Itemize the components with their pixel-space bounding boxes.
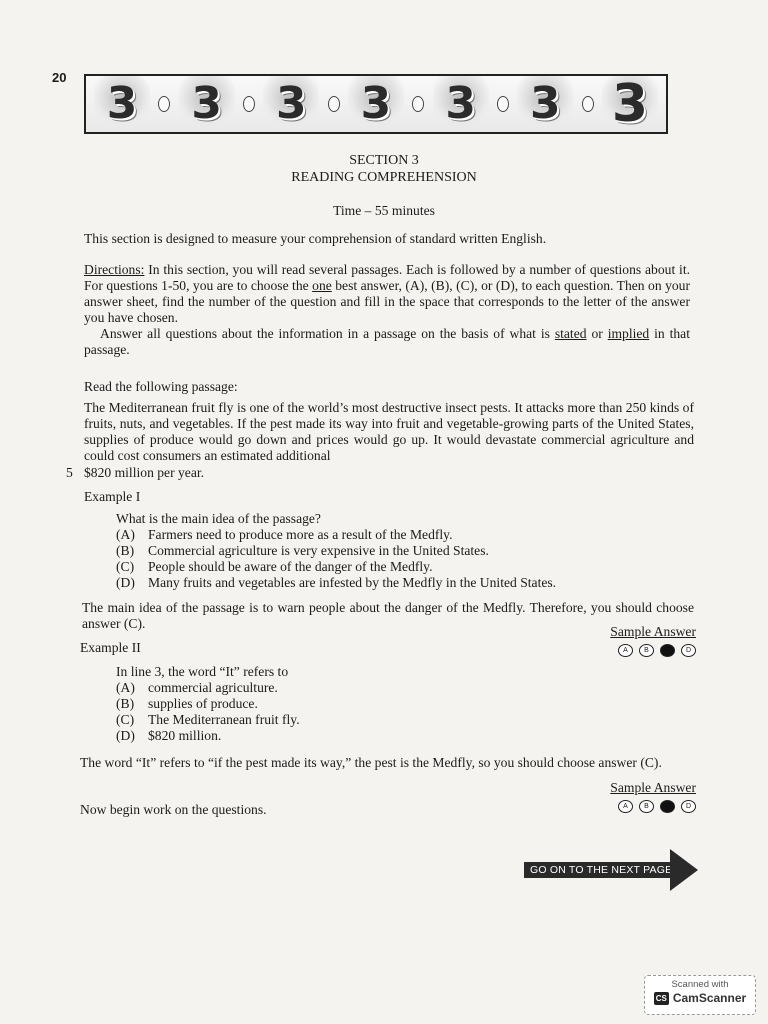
answer-bubble-b: B (639, 800, 654, 813)
banner-digit: 3 (517, 75, 573, 133)
option-text: Commercial agriculture is very expensive in the United States. (148, 543, 489, 558)
banner-digit: 3 (602, 75, 658, 133)
directions-paragraph (84, 262, 690, 358)
section-title: SECTION 3 (349, 153, 419, 168)
answer-bubble-c-filled: C (660, 800, 675, 813)
sample-answer-1 (560, 624, 696, 657)
passage-last-line: $820 million per year. (84, 465, 205, 480)
directions-text: in that passage. (84, 326, 690, 357)
option-letter: (B) (116, 696, 135, 711)
sample-answer-label: Sample Answer (610, 780, 696, 795)
watermark-line1: Scanned with (671, 979, 729, 990)
page-number: 20 (52, 70, 67, 85)
section-subtitle: READING COMPREHENSION (291, 170, 477, 185)
option-letter: (C) (116, 712, 135, 727)
camscanner-watermark (644, 975, 756, 1015)
banner-digit: 3 (348, 75, 404, 133)
directions-emphasis: stated (554, 326, 587, 341)
option-item (116, 696, 300, 712)
example-2-question: In line 3, the word “It” refers to (116, 664, 289, 679)
option-letter: (B) (116, 543, 135, 558)
answer-bubble-d: D (681, 644, 696, 657)
example-1-explanation: The main idea of the passage is to warn people about the danger of the Medfly. Therefore, you should choose answer (C). (82, 600, 694, 631)
passage-text: The Mediterranean fruit fly is one of the world’s most destructive insect pests. It attacks more than 250 kinds of fruits, nuts, and vegetables. If the pest made its way into fruit and vegetable-growing parts of the United States, supplies of produce would go down and prices would go up. It would devastate commercial agriculture and could cost consumers an estimated additional (84, 400, 694, 463)
banner-digit: 3 (263, 75, 319, 133)
banner-peg (158, 96, 170, 112)
option-text: Many fruits and vegetables are infested by the Medfly in the United States. (148, 575, 557, 590)
answer-bubble-d: D (681, 800, 696, 813)
directions-emphasis: implied (607, 326, 650, 341)
option-item (116, 559, 556, 575)
next-page-arrow (524, 849, 698, 891)
banner-peg (582, 96, 594, 112)
time-limit: Time – 55 minutes (333, 203, 435, 218)
option-letter: (D) (116, 575, 135, 590)
directions-label: Directions: (84, 262, 145, 277)
next-page-label: GO ON TO THE NEXT PAGE (524, 862, 674, 878)
read-prompt: Read the following passage: (84, 379, 238, 394)
option-text: The Mediterranean fruit fly. (148, 712, 300, 727)
section-banner (84, 74, 668, 134)
answer-bubble-a: A (618, 644, 633, 657)
directions-text: Answer all questions about the information in a passage on the basis of what is (100, 326, 555, 341)
arrow-right-icon (670, 849, 698, 891)
example-1-question: What is the main idea of the passage? (116, 511, 321, 526)
directions-text: best answer, (A), (B), (C), or (D), to each question. Then on your answer sheet, find the number of the question and fill in the space that corresponds to the letter of the answer you have chosen. (84, 278, 691, 325)
sample-answer-2 (560, 780, 696, 813)
sample-answer-label: Sample Answer (610, 624, 696, 639)
answer-bubble-c-filled: C (660, 644, 675, 657)
banner-digit: 3 (433, 75, 489, 133)
answer-bubble-a: A (618, 800, 633, 813)
option-letter: (A) (116, 680, 135, 695)
closing-instruction: Now begin work on the questions. (80, 802, 267, 817)
option-letter: (C) (116, 559, 135, 574)
option-letter: (D) (116, 728, 135, 743)
option-text: commercial agriculture. (148, 680, 278, 695)
banner-digit: 3 (179, 75, 235, 133)
camscanner-logo-icon: CS (655, 993, 667, 1003)
option-text: Farmers need to produce more as a result of the Medfly. (148, 527, 453, 542)
directions-text: or (586, 326, 608, 341)
watermark-line2 (645, 991, 755, 1005)
banner-peg (412, 96, 424, 112)
option-letter: (A) (116, 527, 135, 542)
option-item (116, 575, 556, 591)
banner-peg (497, 96, 509, 112)
directions-emphasis: one (312, 278, 332, 293)
example-2-explanation: The word “It” refers to “if the pest made its way,” the pest is the Medfly, so you should choose answer (C). (80, 755, 662, 770)
banner-peg (243, 96, 255, 112)
option-item (116, 712, 300, 728)
option-text: supplies of produce. (148, 696, 258, 711)
option-item (116, 680, 300, 696)
banner-digit: 3 (94, 75, 150, 133)
answer-bubble-b: B (639, 644, 654, 657)
example-2-block (116, 664, 300, 744)
line-number: 5 (66, 465, 73, 480)
watermark-brand: CamScanner (672, 991, 747, 1005)
example-1-block (116, 511, 556, 591)
option-item (116, 543, 556, 559)
example-1-label: Example I (84, 489, 141, 504)
option-item (116, 728, 300, 744)
option-text: People should be aware of the danger of the Medfly. (148, 559, 433, 574)
banner-peg (328, 96, 340, 112)
intro-text: This section is designed to measure your comprehension of standard written English. (84, 231, 547, 246)
option-text: $820 million. (148, 728, 222, 743)
example-2-label: Example II (80, 640, 141, 655)
option-item (116, 527, 556, 543)
directions-text: In this section, you will read several passages. Each is followed by a number of questions about it. For questions 1-50, you are to choose the (84, 262, 690, 293)
